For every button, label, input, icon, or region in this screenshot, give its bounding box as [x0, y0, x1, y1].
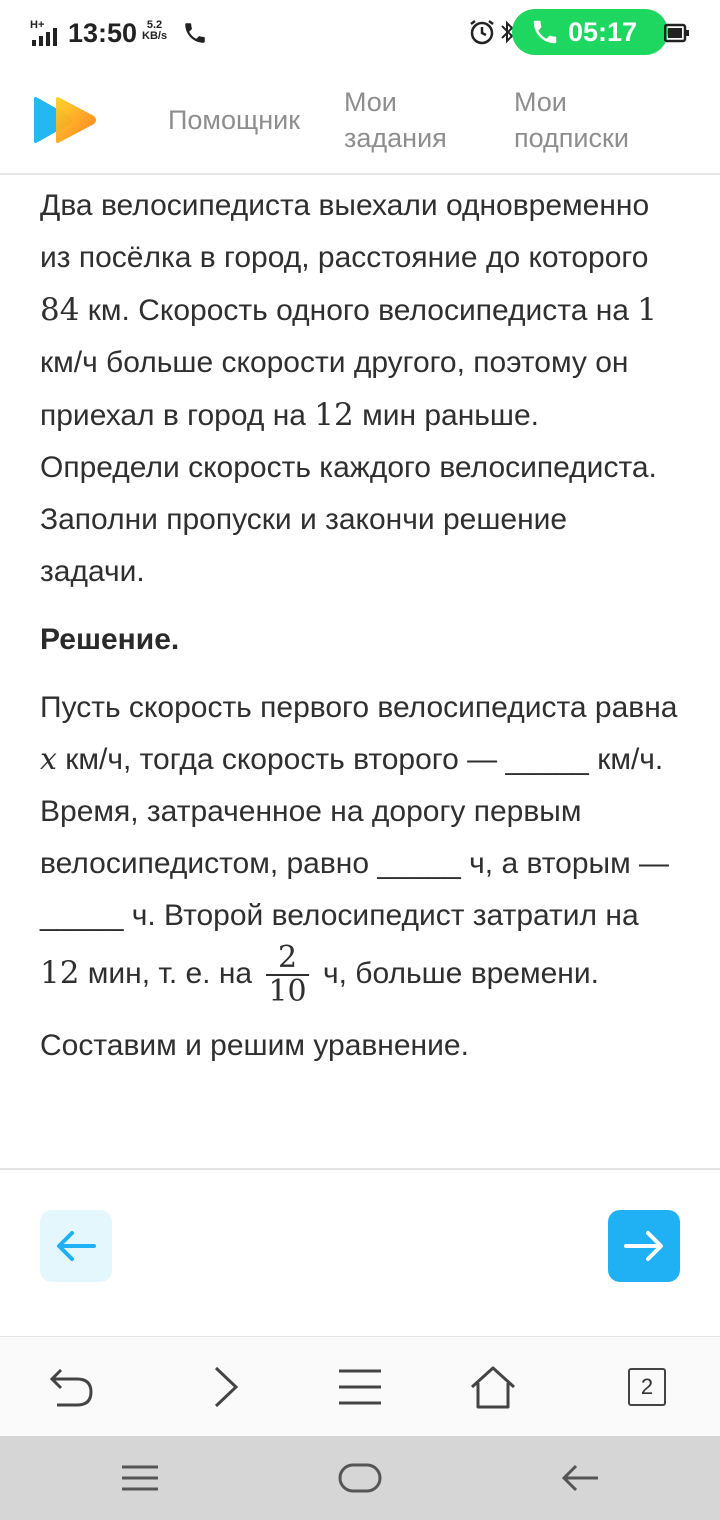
system-back-button[interactable]: [558, 1456, 602, 1500]
undo-arrow-icon: [47, 1365, 95, 1409]
home-pill-icon: [338, 1463, 382, 1493]
previous-button[interactable]: [40, 1210, 112, 1282]
solution-text: Пусть скорость первого велосипедиста равна x км/ч, тогда скорость второго — _____ км/ч. Время, затраченное на дорогу первым велосипедистом, равно _____ ч, а вторым — _____ ч. Второй велосипедист затратил на 12 мин, т. е. на $\frac{2}{10}$ ч, больше времени.: [40, 691, 678, 1009]
solution-heading: Решение.: [40, 623, 180, 656]
fraction: [266, 942, 308, 1008]
browser-menu-button[interactable]: [335, 1363, 385, 1411]
network-speed: [142, 20, 167, 42]
task-content: [0, 176, 720, 1168]
content-divider: [0, 1168, 720, 1170]
problem-text: Два велосипедиста выехали одновременно из посёлка в город, расстояние до которого 84 км. Скорость одного велосипедиста на 1 км/ч больше скорости другого, поэтому он приехал в город на 12 мин раньше. Определи скорость каждого велосипедиста. Заполни пропуски и закончи решение задачи.: [40, 189, 658, 588]
app-logo-icon[interactable]: [32, 96, 98, 144]
status-bar: [0, 0, 720, 68]
browser-home-button[interactable]: [468, 1363, 518, 1411]
ongoing-call-pill[interactable]: [512, 9, 668, 55]
arrow-left-icon: [54, 1228, 98, 1264]
browser-toolbar: [0, 1336, 720, 1436]
fraction-numerator: 2: [277, 940, 298, 975]
nav-my-subscriptions[interactable]: Мои подписки: [514, 87, 629, 153]
system-nav-bar: [0, 1436, 720, 1520]
chevron-right-icon: [210, 1365, 240, 1409]
fraction-denominator: 10: [268, 974, 307, 1009]
tab-count-badge: 2: [628, 1368, 666, 1406]
distance-number: 84: [40, 292, 80, 328]
call-timer: 05:17: [568, 16, 638, 47]
back-arrow-icon: [560, 1463, 600, 1493]
minutes-number: 12: [40, 954, 80, 991]
time-diff-number: 12: [314, 397, 354, 433]
next-button[interactable]: [608, 1210, 680, 1282]
status-time: 13:50: [68, 18, 138, 48]
system-home-button[interactable]: [338, 1456, 382, 1500]
browser-tabs-button[interactable]: [622, 1363, 672, 1411]
speed-value: 5.2: [146, 19, 163, 31]
system-menu-button[interactable]: [118, 1456, 162, 1500]
speed-unit: KB/s: [142, 30, 168, 42]
recent-apps-icon: [120, 1464, 160, 1492]
variable-x: x: [40, 742, 57, 777]
svg-text:H+: H+: [30, 19, 45, 31]
browser-back-button[interactable]: [46, 1363, 96, 1411]
signal-icon: [30, 18, 62, 46]
hamburger-menu-icon: [337, 1367, 383, 1407]
call-phone-icon: [530, 17, 560, 47]
home-icon: [469, 1365, 517, 1409]
arrow-right-icon: [622, 1228, 666, 1264]
browser-forward-button[interactable]: [200, 1363, 250, 1411]
phone-icon: [182, 20, 208, 46]
nav-helper[interactable]: Помощник: [168, 105, 301, 135]
speed-diff-number: 1: [637, 292, 658, 328]
alarm-icon: [468, 18, 496, 46]
equation-prompt: Составим и решим уравнение.: [40, 1029, 469, 1062]
battery-icon: [664, 23, 690, 43]
app-header: [0, 68, 720, 175]
nav-my-tasks[interactable]: Мои задания: [344, 87, 447, 153]
